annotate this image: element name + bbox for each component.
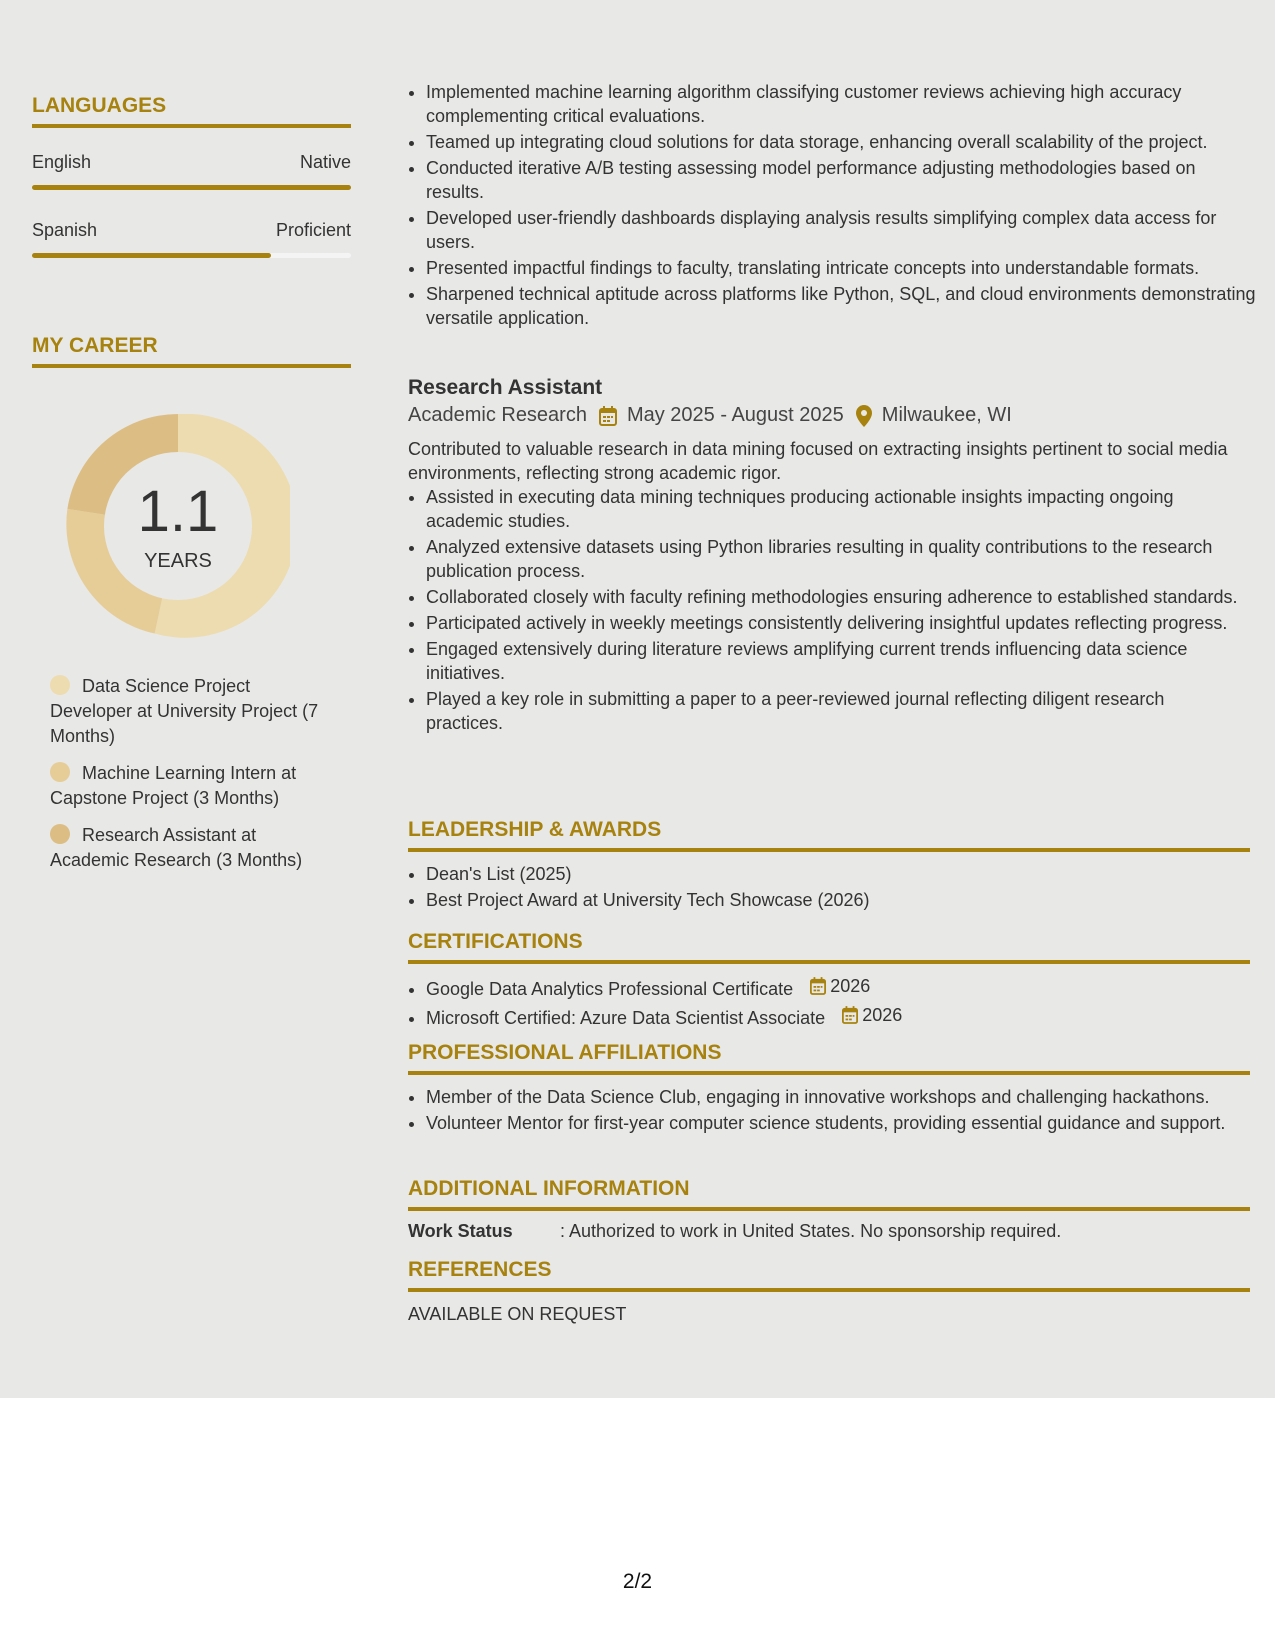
job-meta	[408, 404, 1250, 427]
language-bar	[32, 253, 351, 258]
leadership-title: LEADERSHIP & AWARDS	[408, 818, 1250, 852]
legend-item	[50, 761, 325, 811]
legend-dot	[50, 824, 70, 844]
bullet-item: • Sharpened technical aptitude across platforms like Python, SQL, and cloud environments demonstrating versatile application.	[426, 282, 1256, 330]
legend-item	[50, 823, 325, 873]
award-item: • Best Project Award at University Tech Showcase (2026)	[426, 888, 1250, 912]
career-section	[32, 334, 351, 870]
certification-item	[426, 974, 1250, 1001]
affiliation-item: • Member of the Data Science Club, engaging in innovative workshops and challenging hackathons.	[426, 1085, 1256, 1109]
job-summary: Contributed to valuable research in data mining focused on extracting insights pertinent to social media environments, reflecting strong academic rigor.	[408, 439, 1228, 483]
legend-label: Machine Learning Intern at Capstone Project (3 Months)	[50, 763, 297, 808]
career-donut	[66, 414, 290, 638]
language-bar	[32, 185, 351, 190]
bullet-item: • Teamed up integrating cloud solutions for data storage, enhancing overall scalability of the project.	[426, 130, 1256, 154]
map-pin-icon	[856, 405, 872, 427]
bullet-item: • Collaborated closely with faculty refining methodologies ensuring adherence to established standards.	[426, 585, 1246, 609]
language-bar-fill	[32, 185, 351, 190]
references-section	[408, 1258, 1250, 1326]
legend-item	[50, 674, 325, 749]
language-item	[32, 220, 351, 258]
additional-title: ADDITIONAL INFORMATION	[408, 1177, 1250, 1211]
certification-name: Google Data Analytics Professional Certificate	[426, 979, 794, 999]
additional-section	[408, 1177, 1250, 1243]
language-level: Proficient	[275, 220, 351, 240]
calendar-icon	[810, 977, 826, 995]
certification-name: Microsoft Certified: Azure Data Scientist Associate	[426, 1008, 826, 1028]
affiliations-title: PROFESSIONAL AFFILIATIONS	[408, 1041, 1250, 1075]
job-location: Milwaukee, WI	[881, 404, 1012, 426]
calendar-icon	[842, 1006, 858, 1024]
experience-entry	[408, 376, 1250, 737]
references-title: REFERENCES	[408, 1258, 1250, 1292]
language-bar-fill	[32, 253, 271, 258]
career-total-value: 1.1	[137, 479, 219, 544]
bullet-item: • Developed user-friendly dashboards displaying analysis results simplifying complex data access for users.	[426, 206, 1256, 254]
certifications-list	[408, 974, 1250, 1030]
career-title: MY CAREER	[32, 334, 351, 368]
career-total-unit: YEARS	[144, 550, 212, 572]
bullet-item: • Analyzed extensive datasets using Python libraries resulting in quality contributions to the research publication process.	[426, 535, 1246, 583]
affiliation-item: • Volunteer Mentor for first-year computer science students, providing essential guidance and support.	[426, 1111, 1256, 1135]
bullet-item: • Played a key role in submitting a paper to a peer-reviewed journal reflecting diligent research practices.	[426, 687, 1246, 735]
legend-label: Research Assistant at Academic Research (3 Months)	[50, 825, 303, 870]
language-item	[32, 152, 351, 190]
page-number: 2/2	[622, 1570, 653, 1593]
language-level: Native	[299, 152, 351, 172]
language-name: English	[32, 152, 92, 172]
legend-dot	[50, 675, 70, 695]
bullet-item: • Presented impactful findings to faculty, translating intricate concepts into understandable formats.	[426, 256, 1256, 280]
calendar-icon	[599, 406, 617, 426]
certification-item	[426, 1003, 1250, 1030]
affiliations-list	[408, 1085, 1256, 1135]
certification-year: 2026	[830, 976, 871, 996]
bullet-item: • Conducted iterative A/B testing assessing model performance adjusting methodologies based on results.	[426, 156, 1256, 204]
work-status-value: : Authorized to work in United States. No sponsorship required.	[560, 1221, 1062, 1241]
bullet-item: • Assisted in executing data mining techniques producing actionable insights impacting ongoing academic studies.	[426, 485, 1246, 533]
references-text: AVAILABLE ON REQUEST	[408, 1304, 627, 1324]
work-status-row	[408, 1219, 1250, 1243]
certification-year: 2026	[862, 1005, 903, 1025]
award-item: • Dean's List (2025)	[426, 862, 1250, 886]
certifications-title: CERTIFICATIONS	[408, 930, 1250, 964]
job-company: Academic Research	[408, 404, 587, 426]
languages-section	[32, 94, 351, 258]
bullet-item: • Engaged extensively during literature reviews amplifying current trends influencing data science initiatives.	[426, 637, 1246, 685]
bullet-item: • Participated actively in weekly meetings consistently delivering insightful updates reflecting progress.	[426, 611, 1246, 635]
affiliations-section	[408, 1041, 1250, 1137]
job-title: Research Assistant	[408, 376, 603, 399]
certifications-section	[408, 930, 1250, 1032]
legend-label: Data Science Project Developer at University Project (7 Months)	[50, 676, 319, 746]
previous-job-bullets	[408, 80, 1256, 332]
leadership-list	[408, 862, 1250, 912]
language-name: Spanish	[32, 220, 98, 240]
bullet-item: • Implemented machine learning algorithm classifying customer reviews achieving high accuracy complementing critical evaluations.	[426, 80, 1256, 128]
career-legend	[50, 674, 325, 873]
job-dates: May 2025 - August 2025	[626, 404, 844, 426]
job-bullets	[408, 485, 1246, 735]
leadership-section	[408, 818, 1250, 914]
legend-dot	[50, 762, 70, 782]
languages-title: LANGUAGES	[32, 94, 351, 128]
work-status-label: Work Status	[408, 1221, 513, 1241]
